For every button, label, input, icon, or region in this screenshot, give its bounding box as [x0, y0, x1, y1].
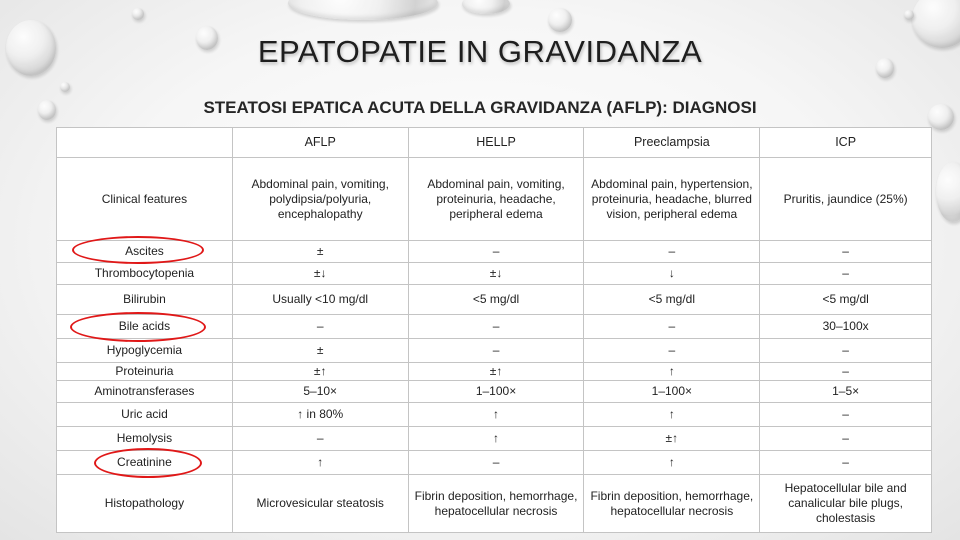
table-row	[57, 427, 932, 451]
table-row	[57, 241, 932, 263]
table-cell: ↑	[584, 403, 760, 427]
header-icp: ICP	[760, 128, 932, 158]
table-row	[57, 339, 932, 363]
page-subtitle: STEATOSI EPATICA ACUTA DELLA GRAVIDANZA (AFLP): DIAGNOSI	[203, 98, 757, 117]
table-header-row	[57, 128, 932, 158]
row-label: Clinical features	[57, 158, 233, 241]
table-cell: –	[760, 263, 932, 285]
water-drop-decoration	[60, 82, 70, 92]
table-cell: 1–100×	[584, 381, 760, 403]
table-row	[57, 158, 932, 241]
row-label: Uric acid	[57, 403, 233, 427]
table-cell: –	[760, 427, 932, 451]
water-drop-decoration	[462, 0, 510, 14]
table-cell: –	[232, 315, 408, 339]
table-cell: ±↑	[232, 363, 408, 381]
table-cell: –	[408, 315, 584, 339]
row-label: Hypoglycemia	[57, 339, 233, 363]
table-cell: –	[584, 315, 760, 339]
table-cell: ±↓	[408, 263, 584, 285]
table-cell: Fibrin deposition, hemorrhage, hepatocellular necrosis	[584, 475, 760, 533]
header-hellp: HELLP	[408, 128, 584, 158]
row-label: Ascites	[57, 241, 233, 263]
table-row	[57, 315, 932, 339]
row-label: Hemolysis	[57, 427, 233, 451]
table-cell: Usually <10 mg/dl	[232, 285, 408, 315]
table-cell: ↑	[408, 403, 584, 427]
table-row	[57, 285, 932, 315]
table-cell: 1–100×	[408, 381, 584, 403]
table-cell: ↑	[584, 363, 760, 381]
table-cell: –	[584, 339, 760, 363]
table-cell: Hepatocellular bile and canalicular bile plugs, cholestasis	[760, 475, 932, 533]
water-drop-decoration	[548, 8, 572, 32]
water-drop-decoration	[132, 8, 144, 20]
comparison-table	[56, 127, 932, 533]
table-cell: ↑	[232, 451, 408, 475]
table-cell: Abdominal pain, hypertension, proteinuria, headache, blurred vision, peripheral edema	[584, 158, 760, 241]
row-label: Proteinuria	[57, 363, 233, 381]
table-cell: –	[408, 339, 584, 363]
row-label: Histopathology	[57, 475, 233, 533]
table-cell: Abdominal pain, vomiting, proteinuria, headache, peripheral edema	[408, 158, 584, 241]
table-cell: Pruritis, jaundice (25%)	[760, 158, 932, 241]
table-cell: 5–10×	[232, 381, 408, 403]
table-cell: Microvesicular steatosis	[232, 475, 408, 533]
table-cell: ±↑	[584, 427, 760, 451]
table-cell: –	[760, 403, 932, 427]
table-cell: –	[408, 451, 584, 475]
table-cell: –	[584, 241, 760, 263]
water-drop-decoration	[904, 10, 914, 20]
table-cell: –	[232, 427, 408, 451]
row-label: Creatinine	[57, 451, 233, 475]
row-label: Bile acids	[57, 315, 233, 339]
water-drop-decoration	[936, 162, 960, 222]
table-cell: –	[760, 241, 932, 263]
page-title: EPATOPATIE IN GRAVIDANZA	[257, 34, 703, 69]
table-row	[57, 381, 932, 403]
table-cell: <5 mg/dl	[760, 285, 932, 315]
table-row	[57, 451, 932, 475]
table-row	[57, 475, 932, 533]
table-cell: –	[760, 451, 932, 475]
table-cell: ±↑	[408, 363, 584, 381]
table-cell: ↑	[584, 451, 760, 475]
table-cell: ±↓	[232, 263, 408, 285]
table-cell: ±	[232, 339, 408, 363]
table-row	[57, 363, 932, 381]
table-cell: 30–100x	[760, 315, 932, 339]
row-label: Bilirubin	[57, 285, 233, 315]
header-aflp: AFLP	[232, 128, 408, 158]
table-row	[57, 403, 932, 427]
water-drop-decoration	[288, 0, 438, 20]
table-cell: ±	[232, 241, 408, 263]
header-preeclampsia: Preeclampsia	[584, 128, 760, 158]
table-cell: 1–5×	[760, 381, 932, 403]
table-cell: –	[760, 339, 932, 363]
row-label: Aminotransferases	[57, 381, 233, 403]
table-row	[57, 263, 932, 285]
table-cell: Abdominal pain, vomiting, polydipsia/polyuria, encephalopathy	[232, 158, 408, 241]
table-cell: ↓	[584, 263, 760, 285]
table-cell: Fibrin deposition, hemorrhage, hepatocellular necrosis	[408, 475, 584, 533]
header-empty	[57, 128, 233, 158]
table-cell: <5 mg/dl	[584, 285, 760, 315]
table-cell: –	[408, 241, 584, 263]
row-label: Thrombocytopenia	[57, 263, 233, 285]
table-cell: <5 mg/dl	[408, 285, 584, 315]
table-cell: ↑	[408, 427, 584, 451]
table-cell: ↑ in 80%	[232, 403, 408, 427]
table-cell: –	[760, 363, 932, 381]
